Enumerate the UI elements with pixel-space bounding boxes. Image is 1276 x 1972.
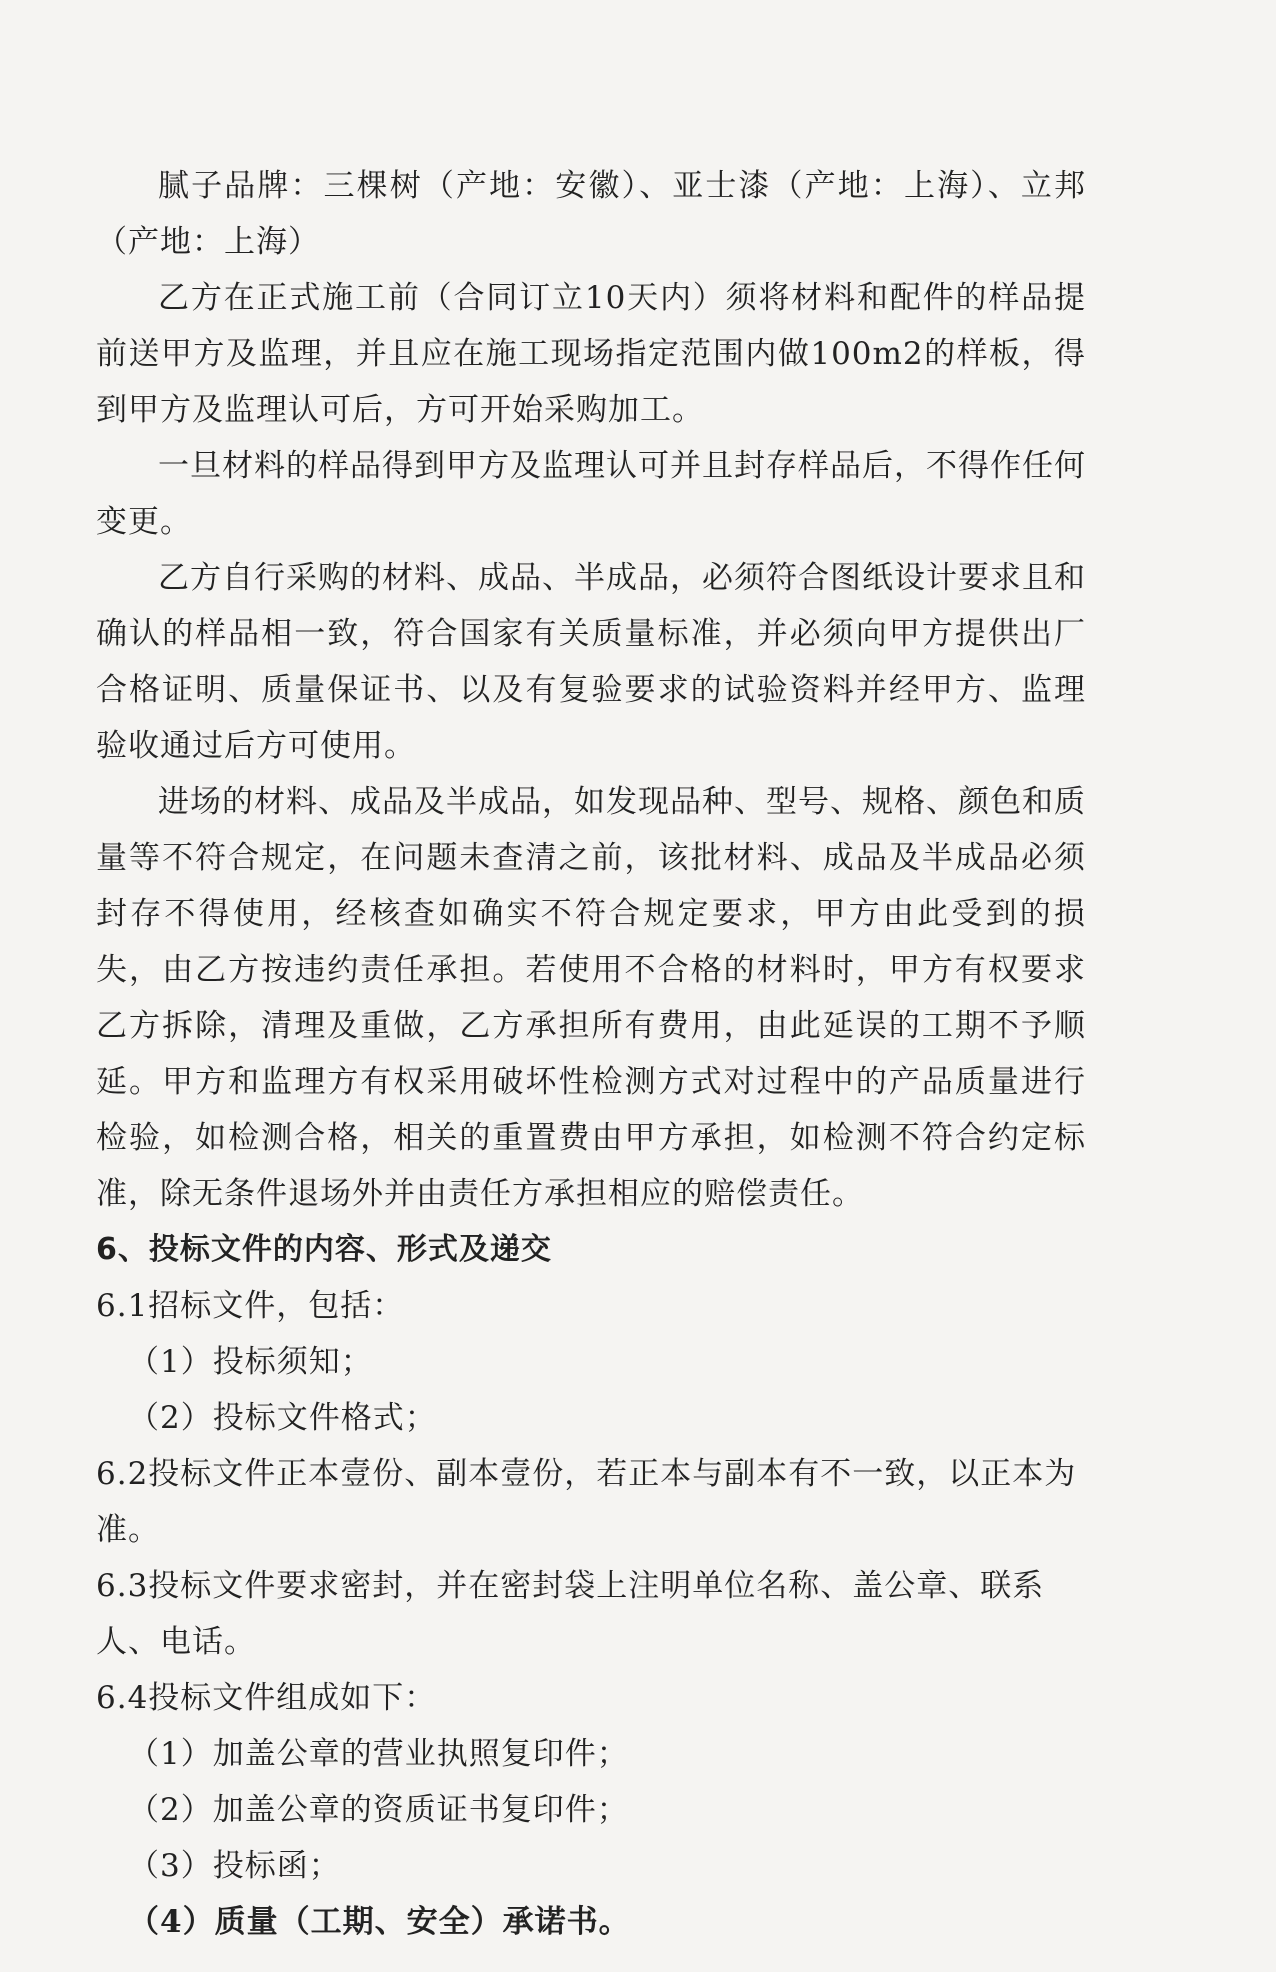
paragraph-samples: 乙方在正式施工前（合同订立10天内）须将材料和配件的样品提前送甲方及监理，并且应在施工现场指定范围内做100m2的样板，得到甲方及监理认可后，方可开始采购加工。 — [96, 280, 1086, 428]
paragraph-putty-brands: 腻子品牌：三棵树（产地：安徽）、亚士漆（产地：上海）、立邦（产地：上海） — [96, 168, 1086, 260]
item-6-3: 6.3投标文件要求密封，并在密封袋上注明单位名称、盖公章、联系人、电话。 — [96, 1568, 1045, 1660]
document-body — [96, 158, 1086, 1950]
item-6-1: 6.1招标文件，包括： — [96, 1288, 405, 1324]
item-6-4-sub-4: （4）质量（工期、安全）承诺书。 — [128, 1904, 631, 1940]
paragraph-no-change: 一旦材料的样品得到甲方及监理认可并且封存样品后，不得作任何变更。 — [96, 448, 1086, 540]
paragraph-procurement: 乙方自行采购的材料、成品、半成品，必须符合图纸设计要求且和确认的样品相一致，符合国家有关质量标准，并必须向甲方提供出厂合格证明、质量保证书、以及有复验要求的试验资料并经甲方、监理验收通过后方可使用。 — [96, 560, 1086, 764]
item-6-4-sub-3: （3）投标函； — [128, 1848, 341, 1884]
paragraph-inspection: 进场的材料、成品及半成品，如发现品种、型号、规格、颜色和质量等不符合规定，在问题未查清之前，该批材料、成品及半成品必须封存不得使用，经核查如确实不符合规定要求，甲方由此受到的损失，由乙方按违约责任承担。若使用不合格的材料时，甲方有权要求乙方拆除，清理及重做，乙方承担所有费用，由此延误的工期不予顺延。甲方和监理方有权采用破坏性检测方式对过程中的产品质量进行检验，如检测合格，相关的重置费由甲方承担，如检测不符合约定标准，除无条件退场外并由责任方承担相应的赔偿责任。 — [96, 784, 1086, 1212]
item-6-1-sub-1: （1）投标须知； — [128, 1344, 373, 1380]
item-6-2: 6.2投标文件正本壹份、副本壹份，若正本与副本有不一致，以正本为准。 — [96, 1456, 1077, 1548]
item-6-4: 6.4投标文件组成如下： — [96, 1680, 437, 1716]
item-6-1-sub-2: （2）投标文件格式； — [128, 1400, 437, 1436]
item-6-4-sub-2: （2）加盖公章的资质证书复印件； — [128, 1792, 629, 1828]
item-6-4-sub-1: （1）加盖公章的营业执照复印件； — [128, 1736, 629, 1772]
section-6-heading: 6、投标文件的内容、形式及递交 — [96, 1232, 552, 1267]
